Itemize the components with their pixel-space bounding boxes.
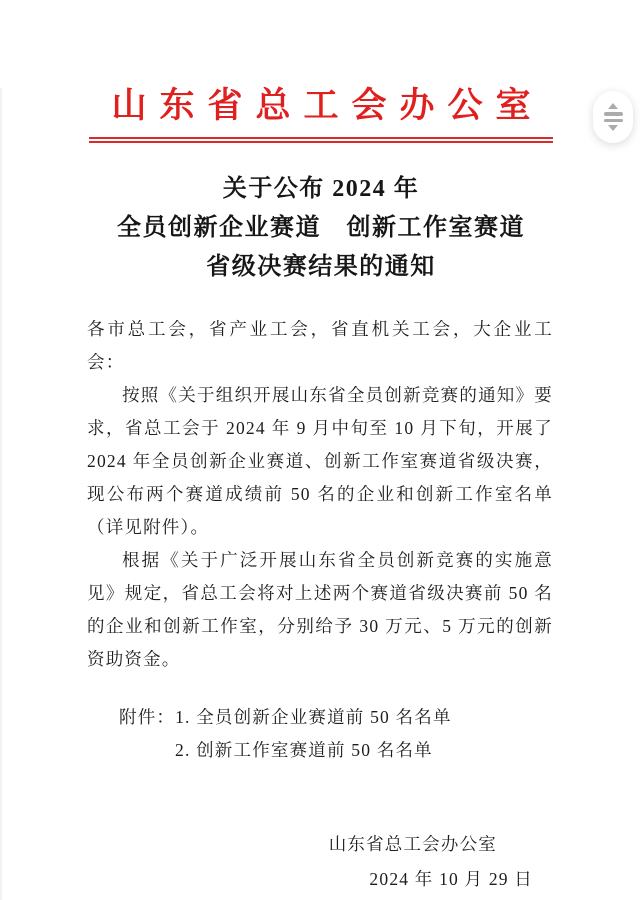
document-title [2, 170, 640, 287]
scroll-toggle-button[interactable] [593, 91, 633, 143]
attachment-item-2 [87, 734, 553, 767]
body-paragraph-2: 根据《关于广泛开展山东省全员创新竞赛的实施意见》规定，省总工会将对上述两个赛道省级决赛前 50 名的企业和创新工作室，分别给予 30 万元、5 万元的创新资助资金。 [87, 550, 553, 669]
handle-lines-icon [604, 112, 623, 122]
salutation-line: 各市总工会，省产业工会，省直机关工会，大企业工会： [87, 319, 553, 372]
signature-date: 2024 年 10 月 29 日 [369, 869, 533, 889]
signature-issuer: 山东省总工会办公室 [328, 834, 497, 854]
attachment-item-1-text: 1. 全员创新企业赛道前 50 名名单 [175, 707, 452, 727]
document-title-line2: 全员创新企业赛道 创新工作室赛道 [117, 215, 525, 241]
document-title-line3: 省级决赛结果的通知 [206, 254, 436, 280]
document-title-line1: 关于公布 2024 年 [222, 176, 420, 202]
attachment-item-2-text: 2. 创新工作室赛道前 50 名名单 [175, 740, 433, 760]
document-page [0, 88, 640, 900]
attachments-label: 附件： [119, 707, 176, 727]
attachment-item-1 [87, 701, 553, 734]
signature-block [2, 827, 640, 897]
body-paragraph-1: 按照《关于组织开展山东省全员创新竞赛的通知》要求，省总工会于 2024 年 9 月中旬至 10 月下旬，开展了 2024 年全员创新企业赛道、创新工作室赛道省级决赛，现公布两个赛道成绩前 50 名的企业和创新工作室名单（详见附件）。 [87, 385, 553, 537]
triangle-down-icon [608, 125, 618, 131]
letterhead-divider-line [89, 137, 553, 143]
letterhead-issuer: 山东省总工会办公室 [111, 86, 544, 125]
attachments-block [87, 701, 553, 767]
document-body [87, 313, 553, 676]
triangle-up-icon [608, 103, 618, 109]
